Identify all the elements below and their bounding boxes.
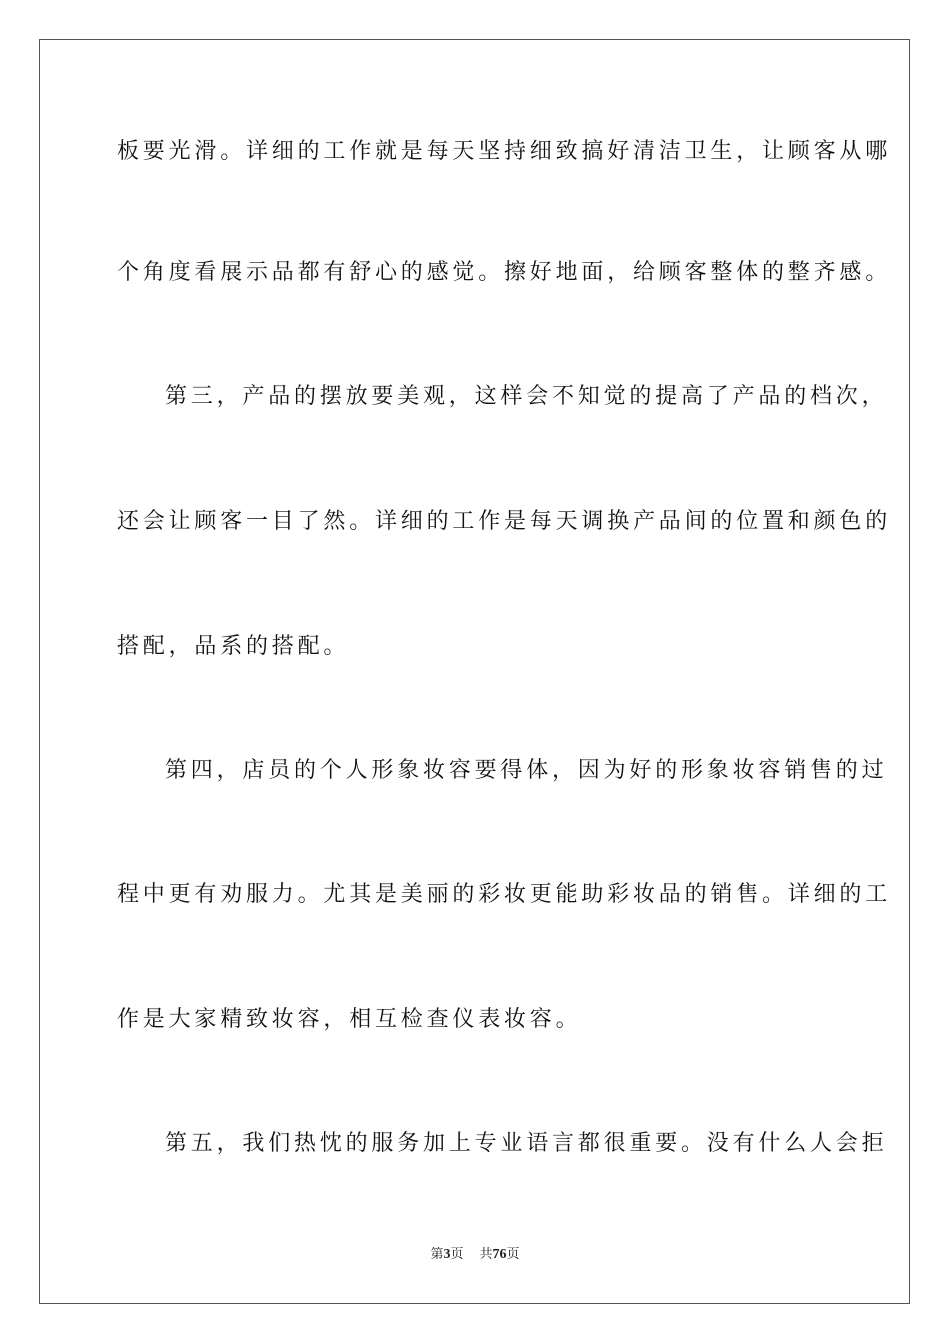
text-line: 个角度看展示品都有舒心的感觉。擦好地面，给顾客整体的整齐感。: [117, 260, 892, 285]
page-border: [39, 39, 910, 1304]
text-line: 还会让顾客一目了然。详细的工作是每天调换产品间的位置和颜色的: [117, 509, 892, 534]
page-footer: [0, 1246, 950, 1264]
text-line: 搭配，品系的搭配。: [117, 634, 350, 659]
text-line: 板要光滑。详细的工作就是每天坚持细致搞好清洁卫生，让顾客从哪: [117, 139, 892, 164]
paragraph-start-line: 第四，店员的个人形象妆容要得体，因为好的形象妆容销售的过: [165, 758, 888, 783]
page-number: 3: [443, 1247, 451, 1262]
text-line: 作是大家精致妆容，相互检查仪表妆容。: [117, 1007, 582, 1032]
paragraph-start-line: 第三，产品的摆放要美观，这样会不知觉的提高了产品的档次，: [165, 384, 888, 409]
total-suffix: 页: [506, 1247, 520, 1262]
text-line: 程中更有劝服力。尤其是美丽的彩妆更能助彩妆品的销售。详细的工: [117, 882, 892, 907]
total-pages: 76: [492, 1247, 507, 1262]
page-suffix: 页: [450, 1247, 464, 1262]
paragraph-start-line: 第五，我们热忱的服务加上专业语言都很重要。没有什么人会拒: [165, 1131, 888, 1156]
total-prefix: 共: [479, 1247, 493, 1262]
page-prefix: 第: [430, 1247, 444, 1262]
